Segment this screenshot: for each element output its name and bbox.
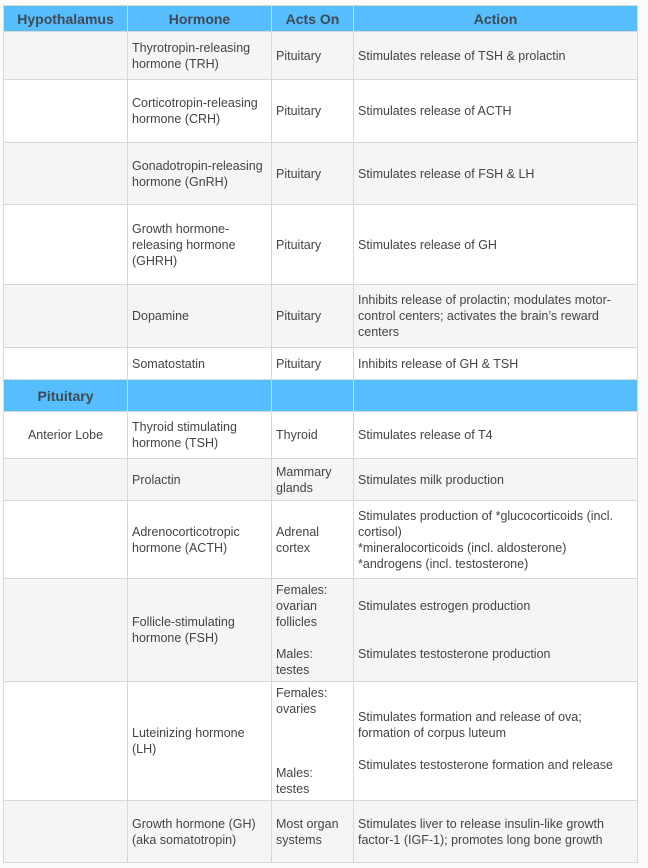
category-cell (4, 205, 128, 285)
acts-on-cell: Females: ovaries Males: testes (272, 682, 354, 801)
hormone-cell: Thyrotropin-releasing hormone (TRH) (128, 32, 272, 80)
table-row (4, 80, 638, 143)
hormone-cell: Luteinizing hormone (LH) (128, 682, 272, 801)
action-cell: Stimulates estrogen production Stimulates testosterone production (354, 579, 638, 682)
category-cell (4, 682, 128, 801)
acts-on-cell: Mammary glands (272, 459, 354, 501)
category-cell (4, 348, 128, 380)
hormone-cell: Dopamine (128, 285, 272, 348)
table-row (4, 285, 638, 348)
header-hormone: Hormone (128, 6, 272, 32)
category-cell-anterior-lobe: Anterior Lobe (4, 412, 128, 459)
acts-on-cell: Pituitary (272, 80, 354, 143)
hormone-cell: Gonadotropin-releasing hormone (GnRH) (128, 143, 272, 205)
action-cell: Stimulates milk production (354, 459, 638, 501)
section-empty-cell (272, 380, 354, 412)
hormone-cell: Follicle-stimulating hormone (FSH) (128, 579, 272, 682)
acts-on-cell: Pituitary (272, 32, 354, 80)
header-hypothalamus: Hypothalamus (4, 6, 128, 32)
category-cell (4, 501, 128, 579)
table-row (4, 459, 638, 501)
table-row (4, 205, 638, 285)
hormone-table (3, 5, 638, 863)
table-header-row (4, 6, 638, 32)
hormone-cell: Growth hormone (GH) (aka somatotropin) (128, 801, 272, 863)
table-row (4, 682, 638, 801)
acts-on-cell: Most organ systems (272, 801, 354, 863)
action-cell: Stimulates production of *glucocorticoids (incl. cortisol) *mineralocorticoids (incl. aldosterone) *androgens (incl. testosterone) (354, 501, 638, 579)
acts-on-cell: Females: ovarian follicles Males: testes (272, 579, 354, 682)
table-row (4, 143, 638, 205)
table-row (4, 501, 638, 579)
section-label-pituitary: Pituitary (4, 380, 128, 412)
category-cell (4, 32, 128, 80)
category-cell (4, 285, 128, 348)
hormone-cell: Corticotropin-releasing hormone (CRH) (128, 80, 272, 143)
table-row (4, 412, 638, 459)
hormone-cell: Prolactin (128, 459, 272, 501)
action-cell: Stimulates release of FSH & LH (354, 143, 638, 205)
category-cell (4, 459, 128, 501)
table-row (4, 348, 638, 380)
section-empty-cell (128, 380, 272, 412)
table-row (4, 801, 638, 863)
table-row (4, 32, 638, 80)
action-cell: Stimulates release of T4 (354, 412, 638, 459)
acts-on-cell: Pituitary (272, 143, 354, 205)
action-cell: Stimulates release of TSH & prolactin (354, 32, 638, 80)
action-cell: Stimulates release of GH (354, 205, 638, 285)
category-cell (4, 143, 128, 205)
action-cell: Inhibits release of prolactin; modulates motor- control centers; activates the brain’s reward centers (354, 285, 638, 348)
section-empty-cell (354, 380, 638, 412)
acts-on-cell: Pituitary (272, 348, 354, 380)
action-cell: Stimulates release of ACTH (354, 80, 638, 143)
category-cell (4, 801, 128, 863)
hormone-cell: Somatostatin (128, 348, 272, 380)
hormone-cell: Adrenocorticotropic hormone (ACTH) (128, 501, 272, 579)
action-cell: Stimulates liver to release insulin-like growth factor-1 (IGF-1); promotes long bone growth (354, 801, 638, 863)
table-row (4, 579, 638, 682)
header-acts-on: Acts On (272, 6, 354, 32)
section-header-row (4, 380, 638, 412)
category-cell (4, 80, 128, 143)
acts-on-cell: Adrenal cortex (272, 501, 354, 579)
hormone-cell: Thyroid stimulating hormone (TSH) (128, 412, 272, 459)
acts-on-cell: Pituitary (272, 205, 354, 285)
category-cell (4, 579, 128, 682)
action-cell: Stimulates formation and release of ova; formation of corpus luteum Stimulates testosterone formation and release (354, 682, 638, 801)
acts-on-cell: Thyroid (272, 412, 354, 459)
acts-on-cell: Pituitary (272, 285, 354, 348)
hormone-cell: Growth hormone- releasing hormone (GHRH) (128, 205, 272, 285)
header-action: Action (354, 6, 638, 32)
action-cell: Inhibits release of GH & TSH (354, 348, 638, 380)
